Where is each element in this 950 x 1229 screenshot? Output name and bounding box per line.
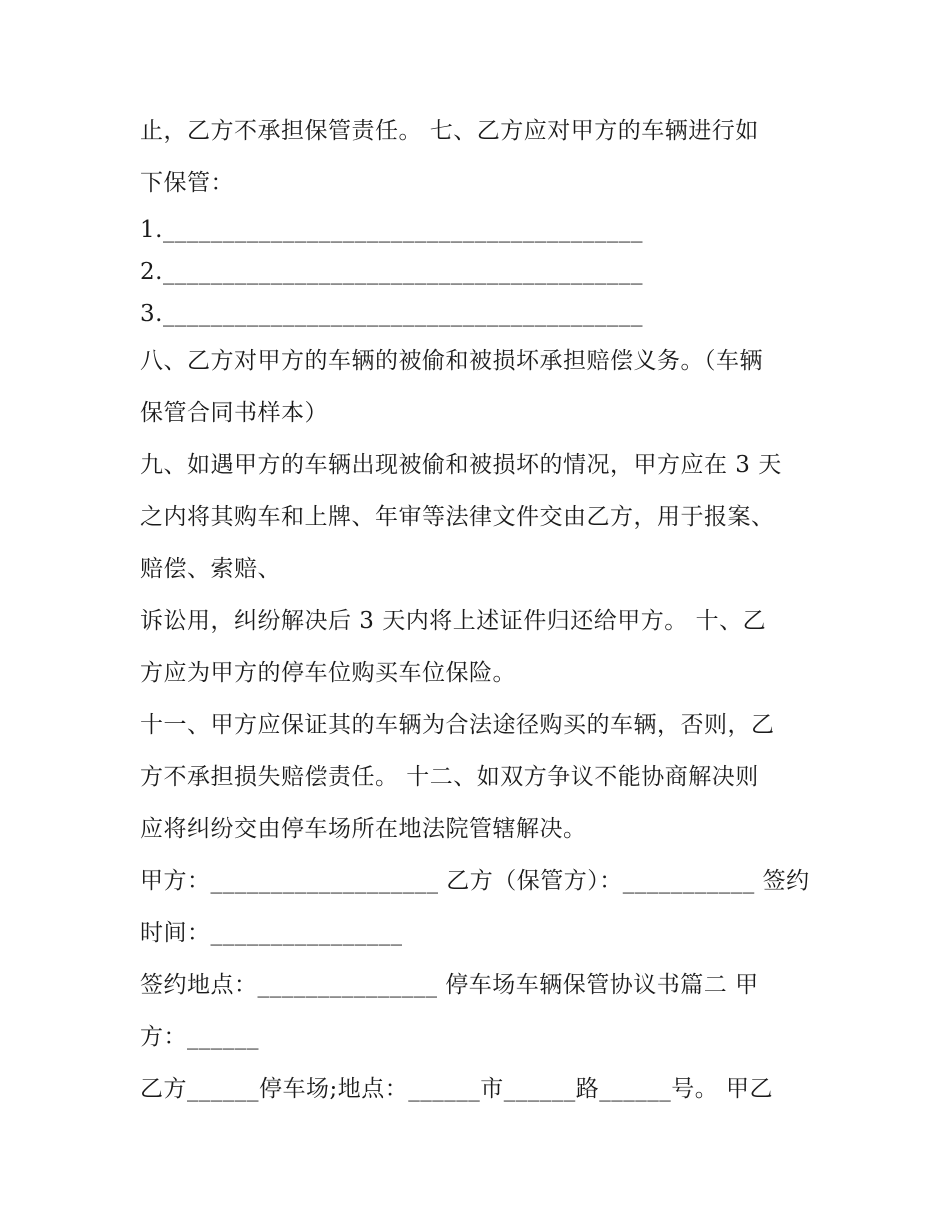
text-line: 赔偿、索赔、 bbox=[140, 556, 281, 582]
text-line: 诉讼用，纠纷解决后 3 天内将上述证件归还给甲方。 十、乙 bbox=[140, 608, 767, 634]
text-line: 方不承担损失赔偿责任。 十二、如双方争议不能协商解决则 bbox=[140, 764, 759, 790]
text-line: 下保管： bbox=[140, 170, 234, 196]
blank-line-2: 2.________________________________________ bbox=[140, 259, 643, 285]
text-line: 方应为甲方的停车位购买车位保险。 bbox=[140, 660, 516, 686]
contract-text bbox=[140, 105, 820, 1115]
text-line: 九、如遇甲方的车辆出现被偷和被损坏的情况，甲方应在 3 天 bbox=[140, 452, 782, 478]
text-line: 保管合同书样本） bbox=[140, 400, 328, 426]
text-line: 之内将其购车和上牌、年审等法律文件交由乙方，用于报案、 bbox=[140, 504, 775, 530]
signature-place-line: 签约地点：_______________ 停车场车辆保管协议书篇二 甲 bbox=[140, 972, 759, 998]
text-line: 止，乙方不承担保管责任。 七、乙方应对甲方的车辆进行如 bbox=[140, 118, 759, 144]
signature-time-line: 时间：________________ bbox=[140, 920, 403, 946]
text-line: 方：______ bbox=[140, 1024, 259, 1050]
text-line: 八、乙方对甲方的车辆的被偷和被损坏承担赔偿义务。（车辆 bbox=[140, 348, 763, 374]
text-line: 乙方______停车场;地点：______市______路______号。 甲乙 bbox=[140, 1076, 774, 1102]
text-line: 十一、甲方应保证其的车辆为合法途径购买的车辆，否则，乙 bbox=[140, 712, 775, 738]
blank-line-3: 3.________________________________________ bbox=[140, 301, 643, 327]
blank-line-1: 1.________________________________________ bbox=[140, 217, 643, 243]
signature-line-party-a-b: 甲方：___________________ 乙方（保管方）：___________ 签约 bbox=[140, 868, 810, 894]
text-line: 应将纠纷交由停车场所在地法院管辖解决。 bbox=[140, 816, 587, 842]
